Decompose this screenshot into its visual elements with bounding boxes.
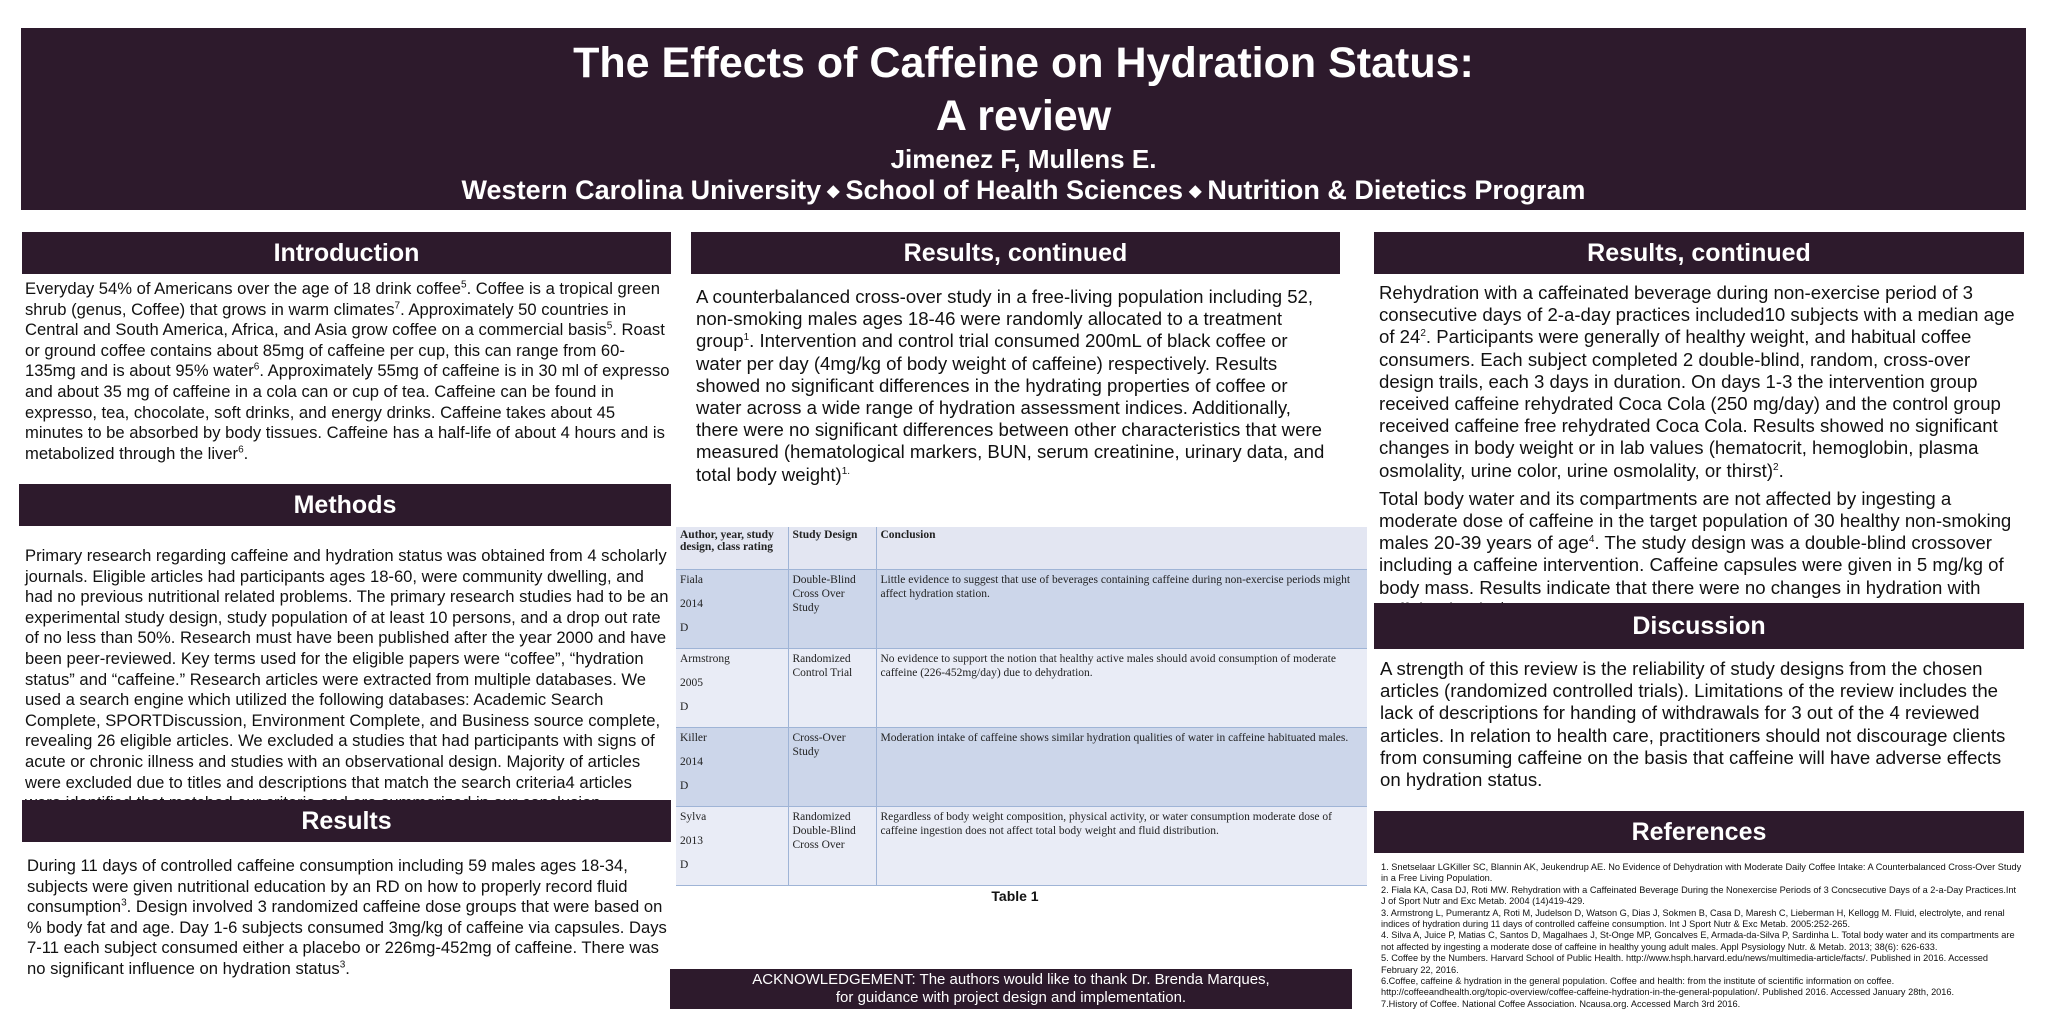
reference-item: 4. Silva A, Juice P, Matias C, Santos D, Magalhaes J, St-Onge MP, Goncalves E, Armada-da-Silva P, Sardinha L. Total body water and its compartments are not affected by ingesting a moderate dose of caffeine in healthy young adult males. Appl Psysiology Nutr. & Metab. 2013; 38(6): 626-633. [1381, 930, 2015, 952]
results-continued-middle-text: A counterbalanced cross-over study in a free-living population including 52, non-smoking males ages 18-46 were randomly allocated to a treatment group$^1$. Intervention and control trial consumed 200mL of black coffee or water per day (4mg/kg of body weight of caffeine) respectively. Results showed no significant differences in the hydrating properties of coffee or water across a wide range of hydration assessment indices. Additionally, there were no significant differences between other characteristics that were measured (hematological markers, BUN, serum creatinine, urinary data, and total body weight)$^{1.}$ [696, 286, 1325, 485]
reference-item: 1. Snetselaar LGKiller SC, Blannin AK, Jeukendrup AE. No Evidence of Dehydration with Moderate Daily Coffee Intake: A Counterbalanced Cross-Over Study in a Free Living Population. [1381, 862, 2022, 884]
references-list [1381, 862, 2023, 1010]
poster-authors: Jimenez F, Mullens E. [890, 144, 1157, 174]
table-row: Fiala 2014 D Double-Blind Cross Over Study Little evidence to suggest that use of beverages containing caffeine during non-exercise periods might affect hydration station. [676, 569, 1367, 648]
studies-table [676, 527, 1367, 871]
references-heading: References [1374, 811, 2024, 853]
reference-item: 2. Fiala KA, Casa DJ, Roti MW. Rehydration with a Caffeinated Beverage During the Nonexercise Periods of 3 Concsecutive Days of a 2-a-Day Practices.Int J of Sport Nutr and Exc Metab. 2004 (14)419-429. [1381, 884, 2017, 907]
poster-title-line-1: The Effects of Caffeine on Hydration Status: [573, 39, 1474, 87]
acknowledgement-box [670, 969, 1352, 1009]
results-continued-right-text: Rehydration with a caffeinated beverage during non-exercise period of 3 consecutive days of 2-a-day practices included10 subjects with a median age of $24^2$. Participants were generally of healthy weight, and habitual coffee consumers. Each subject completed 2 double-blind, random, cross-over design trails, each 3 days in duration. On days 1-3 the intervention group received caffeine rehydrated Coca Cola (250 mg/day) and the control group received caffeine free rehydrated Coca Cola. Results showed no significant changes in body weight or in lab values (hematocrit, hemoglobin, plasma osmolality, urine color, urine osmolality, or thirst)$^2$. Total body water and its compartments are not affected by ingesting a moderate dose of caffeine in the target population of 30 healthy non-smoking males 20-39 years of age$^4$. The study design was a double-blind crossover including a caffeine intervention. Caffeine capsules were given in 5 mg/kg of body mass. Results indicate that there were no changes in hydration with [1379, 282, 2015, 598]
reference-item: 3. Armstrong L, Pumerantz A, Roti M, Judelson D, Watson G, Dias J, Sokmen B, Casa D, Maresh C, Lieberman H, Kellogg M. Fluid, electrolyte, and renal indices of hydration during 11 days of controlled caffeine consumption. Int J Sport Nutr & Exc Metab. 2005:252-265. [1381, 907, 2005, 930]
diamond-separator-icon: ◆ [1189, 182, 1202, 200]
affiliation-school: School of Health Sciences [845, 175, 1184, 205]
table-header-design: Study Design [788, 527, 876, 569]
introduction-text: Everyday 54% of Americans over the age of 18 drink coffee$^5$. Coffee is a tropical green shrub (genus, Coffee) that grows in warm climates$^7$. Approximately 50 countries in Central and South America, Africa, and Asia grow coffee on a commercial basis$^5$. Roast or ground coffee contains about 85mg of caffeine per cup, this can range from 60-135mg and is about 95% water$^6$. Approximately 55mg of caffeine is in 30 ml of expresso and about 35 mg of caffeine in a cola can or cup of tea. Caffeine can be found in expresso, tea, chocolate, soft drinks, and energy drinks. Caffeine takes about 45 minutes to be absorbed by body tissues. Caffeine has a half-life of about 4 hours and is metabolized through the liver$^6$. [25, 279, 670, 463]
results-text: During 11 days of controlled caffeine consumption including 59 males ages 18-34, subjects were given nutritional education by an RD on how to properly record fluid consumption$^3$. Design involved 3 randomized caffeine dose groups that were based on % body fat and age. Day 1-6 subjects consumed 3mg/kg of caffeine via capsules. Days 7-11 each subject consumed either a placebo or 226mg-452mg of caffeine. There was no significant influence on hydration status$^3$. [27, 856, 667, 978]
discussion-heading: Discussion [1374, 603, 2024, 649]
poster-header [21, 28, 2026, 210]
table-row: Sylva 2013 D Randomized Double-Blind Cross Over Regardless of body weight composition, physical activity, or water consumption moderate dose of caffeine ingestion does not affect total body weight and fluid distribution. [676, 806, 1367, 885]
reference-item: 7.History of Coffee. National Coffee Association. Ncausa.org. Accessed March 3rd 2016. [1381, 998, 1741, 1009]
methods-text: Primary research regarding caffeine and hydration status was obtained from 4 scholarly journals. Eligible articles had participants ages 18-60, were community dwelling, and had no previous nutritional related problems. The primary research studies had to be an experimental study design, study population of at least 10 persons, and a drop out rate of no less than 50%. Research must have been published after the year 2000 and have been peer-reviewed. Key terms used for the eligible papers were “coffee”, “hydration status” and “caffeine.” Research articles were extracted from multiple databases. We used a search engine which utilized the following databases: Academic Search Complete, SPORTDiscussion, Environment Complete, and Business source complete, revealing 26 eligible articles. We excluded a studies that had participants with signs of acute or chronic illness and studies with an observational design. Majority of articles were excluded due to titles and descriptions that match the search criteria4 articles [25, 546, 669, 792]
table-row: Killer 2014 D Cross-Over Study Moderation intake of caffeine shows similar hydration qualities of water in caffeine habituated males. [676, 727, 1367, 806]
table-header-conclusion: Conclusion [876, 527, 1367, 569]
results-heading: Results [22, 800, 671, 842]
introduction-heading: Introduction [22, 232, 671, 274]
table-header-author: Author, year, study design, class rating [676, 527, 788, 569]
table-row: Armstrong 2005 D Randomized Control Trial No evidence to support the notion that healthy active males should avoid consumption of moderate caffeine (226-452mg/day) due to dehydration. [676, 648, 1367, 727]
acknowledgement-line-2: for guidance with project design and implementation. [835, 989, 1187, 1006]
acknowledgement-line-1: ACKNOWLEDGEMENT: The authors would like to thank Dr. Brenda Marques, [752, 971, 1270, 988]
reference-item: 6.Coffee, caffeine & hydration in the general population. Coffee and health: from the institute of scientific information on coffee. http://coffeeandhealth.org/topic-overview/coffee-caffeine-hydration-in-the-general-population/. Published 2016. Accessed January 28th, 2016. [1381, 976, 1955, 998]
table-caption: Table 1 [991, 888, 1039, 904]
discussion-text: A strength of this review is the reliability of study designs from the chosen articles (randomized controlled trials). Limitations of the review includes the lack of descriptions for handing of withdrawals for 3 out of the 4 reviewed articles. In relation to health care, practitioners should not discourage clients from consuming caffeine on the basis that caffeine will have adverse effects on hydration status. [1380, 658, 2006, 791]
methods-heading: Methods [19, 484, 671, 526]
reference-item: 5. Coffee by the Numbers. Harvard School of Public Health. http://www.hsph.harvard.edu/news/multimedia-article/facts/. Published in 2016. Accessed February 22, 2016. [1381, 953, 1989, 975]
affiliation-program: Nutrition & Dietetics Program [1207, 175, 1586, 205]
results-continued-right-heading: Results, continued [1374, 232, 2024, 274]
diamond-separator-icon: ◆ [827, 182, 840, 200]
affiliation-university: Western Carolina University [461, 175, 822, 205]
poster-title-line-2: A review [935, 92, 1112, 140]
poster-affiliation [21, 174, 2026, 208]
results-continued-middle-heading: Results, continued [691, 232, 1340, 274]
